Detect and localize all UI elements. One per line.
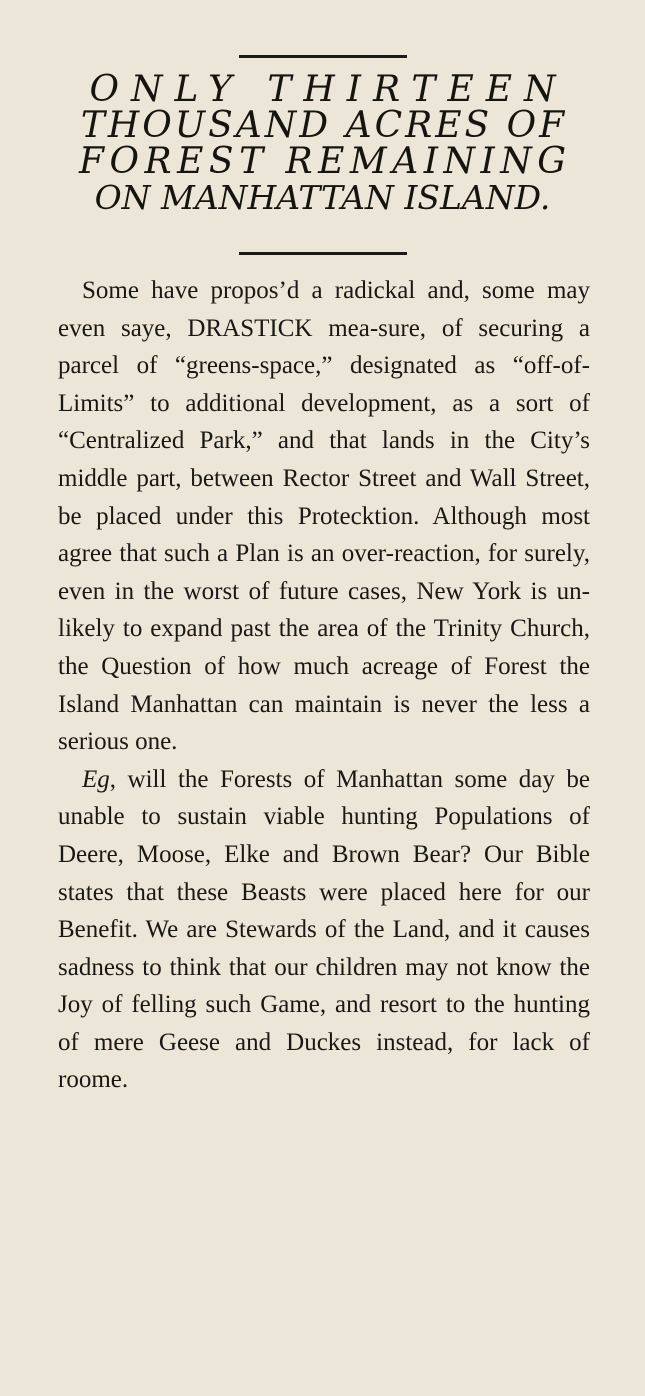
top-rule xyxy=(239,55,407,58)
paragraph-2 xyxy=(58,761,590,1099)
paragraph-2-rest: , will the Forests of Manhattan some day be unable to sustain viable hunting Populations of Deere, Moose, Elke and Brown Bear? Our Bible states that these Beasts were placed here for our Benefit. We are Stewards of the Land, and it causes sadness to think that our children may not know the Joy of felling such Game, and resort to the hunting of mere Geese and Duckes instead, for lack of roome. xyxy=(58,765,590,1094)
paragraph-2-lead: Eg xyxy=(82,765,110,793)
article-body xyxy=(58,272,590,1099)
headline xyxy=(40,69,605,217)
paragraph-1: Some have propos’d a radickal and, some may even saye, DRASTICK mea-sure, of securing a parcel of “greens-space,” designated as “off-of-Limits” to additional development, as a sort of “Centralized Park,” and that lands in the City’s middle part, between Rector Street and Wall Street, be placed under this Protecktion. Although most agree that such a Plan is an over-reaction, for surely, even in the worst of future cases, New York is un-likely to expand past the area of the Trinity Church, the Question of how much acreage of Forest the Island Manhattan can maintain is never the less a serious one. xyxy=(58,277,590,756)
bottom-rule xyxy=(239,252,407,255)
headline-line-2: THOUSAND ACRES OF xyxy=(80,105,568,146)
headline-line-4: ON MANHATTAN ISLAND. xyxy=(94,178,551,217)
headline-line-1: ONLY THIRTEEN xyxy=(89,69,568,110)
headline-line-3: FOREST REMAINING xyxy=(79,141,572,182)
